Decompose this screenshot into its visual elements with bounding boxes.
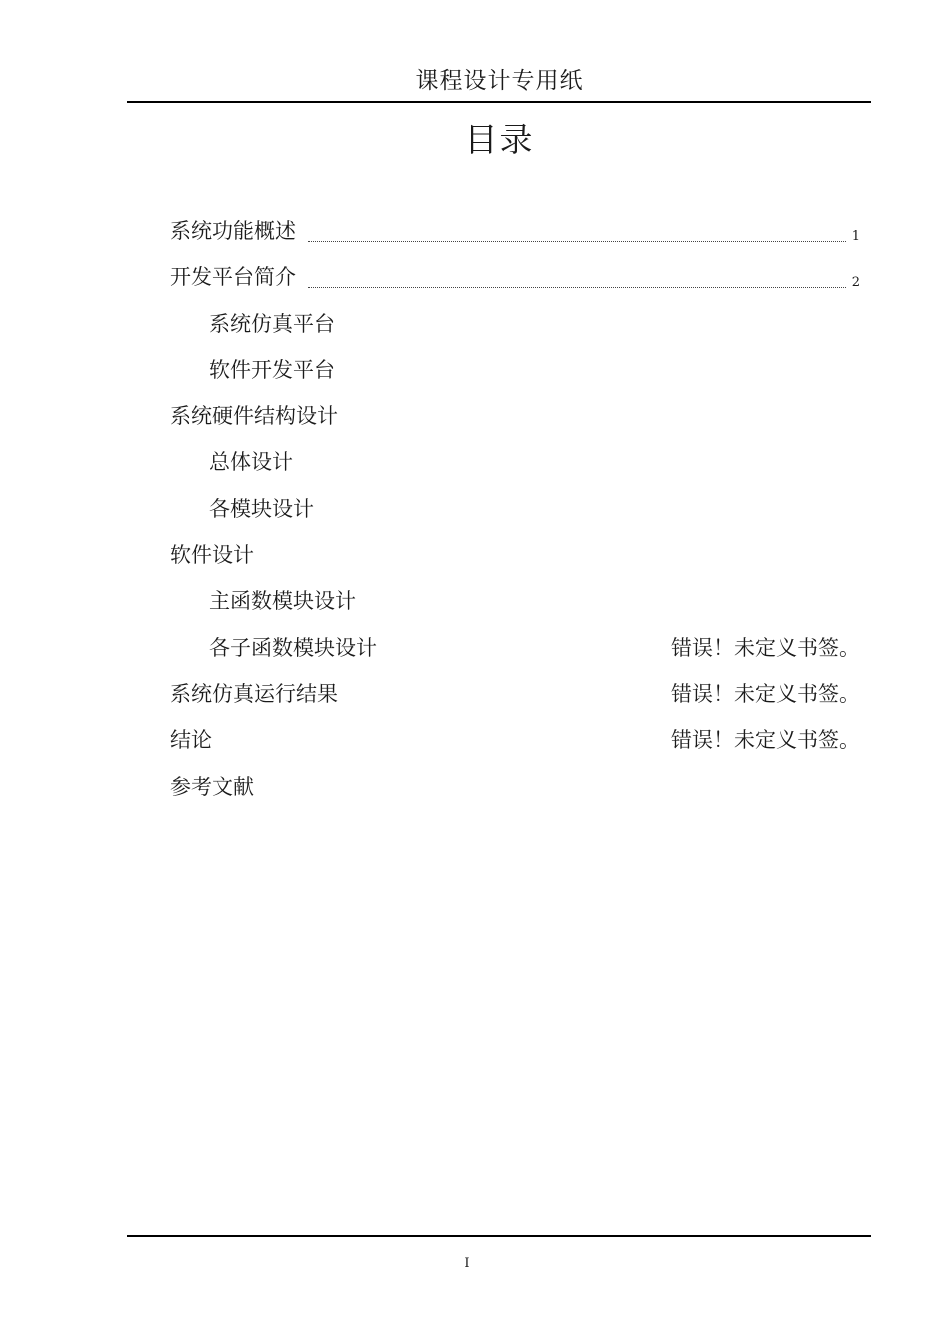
toc-dot-leader: [308, 241, 846, 242]
toc-entry-label: 各子函数模块设计: [170, 627, 377, 669]
toc-entry[interactable]: [170, 534, 860, 580]
document-title: 目录: [464, 120, 535, 159]
toc-entry-label: 结论: [170, 719, 212, 761]
page-header-title: 课程设计专用纸: [415, 68, 584, 94]
footer-page-number: I: [464, 1256, 470, 1271]
toc-entry[interactable]: [170, 488, 860, 534]
toc-entry-label: 系统仿真平台: [170, 303, 335, 345]
header-rule: [127, 101, 871, 103]
toc-bookmark-error: 错误！未定义书签。: [671, 728, 860, 753]
toc-page-number: 1: [851, 229, 860, 244]
toc-entry[interactable]: [170, 395, 860, 441]
toc-entry-label: 系统功能概述: [170, 210, 296, 252]
table-of-contents: [170, 210, 860, 812]
toc-entry-label: 系统仿真运行结果: [170, 673, 338, 715]
toc-entry[interactable]: [170, 580, 860, 626]
toc-entry[interactable]: [170, 766, 860, 812]
toc-entry-label: 软件开发平台: [170, 349, 335, 391]
toc-entry-label: 各模块设计: [170, 488, 314, 530]
toc-entry[interactable]: [170, 210, 860, 256]
toc-entry[interactable]: [170, 349, 860, 395]
toc-entry[interactable]: [170, 303, 860, 349]
toc-bookmark-error: 错误！未定义书签。: [671, 635, 860, 660]
toc-entry[interactable]: [170, 719, 860, 765]
toc-entry-label: 系统硬件结构设计: [170, 395, 338, 437]
toc-entry[interactable]: [170, 673, 860, 719]
toc-bookmark-error: 错误！未定义书签。: [671, 681, 860, 706]
toc-dot-leader: [308, 287, 846, 288]
toc-entry-label: 主函数模块设计: [170, 580, 356, 622]
toc-entry-label: 软件设计: [170, 534, 254, 576]
toc-entry-label: 参考文献: [170, 766, 254, 808]
footer-rule: [127, 1235, 871, 1237]
toc-entry[interactable]: [170, 441, 860, 487]
toc-entry[interactable]: [170, 256, 860, 302]
toc-entry-label: 总体设计: [170, 441, 293, 483]
toc-entry-label: 开发平台简介: [170, 256, 296, 298]
toc-page-number: 2: [851, 275, 860, 291]
toc-entry[interactable]: [170, 627, 860, 673]
